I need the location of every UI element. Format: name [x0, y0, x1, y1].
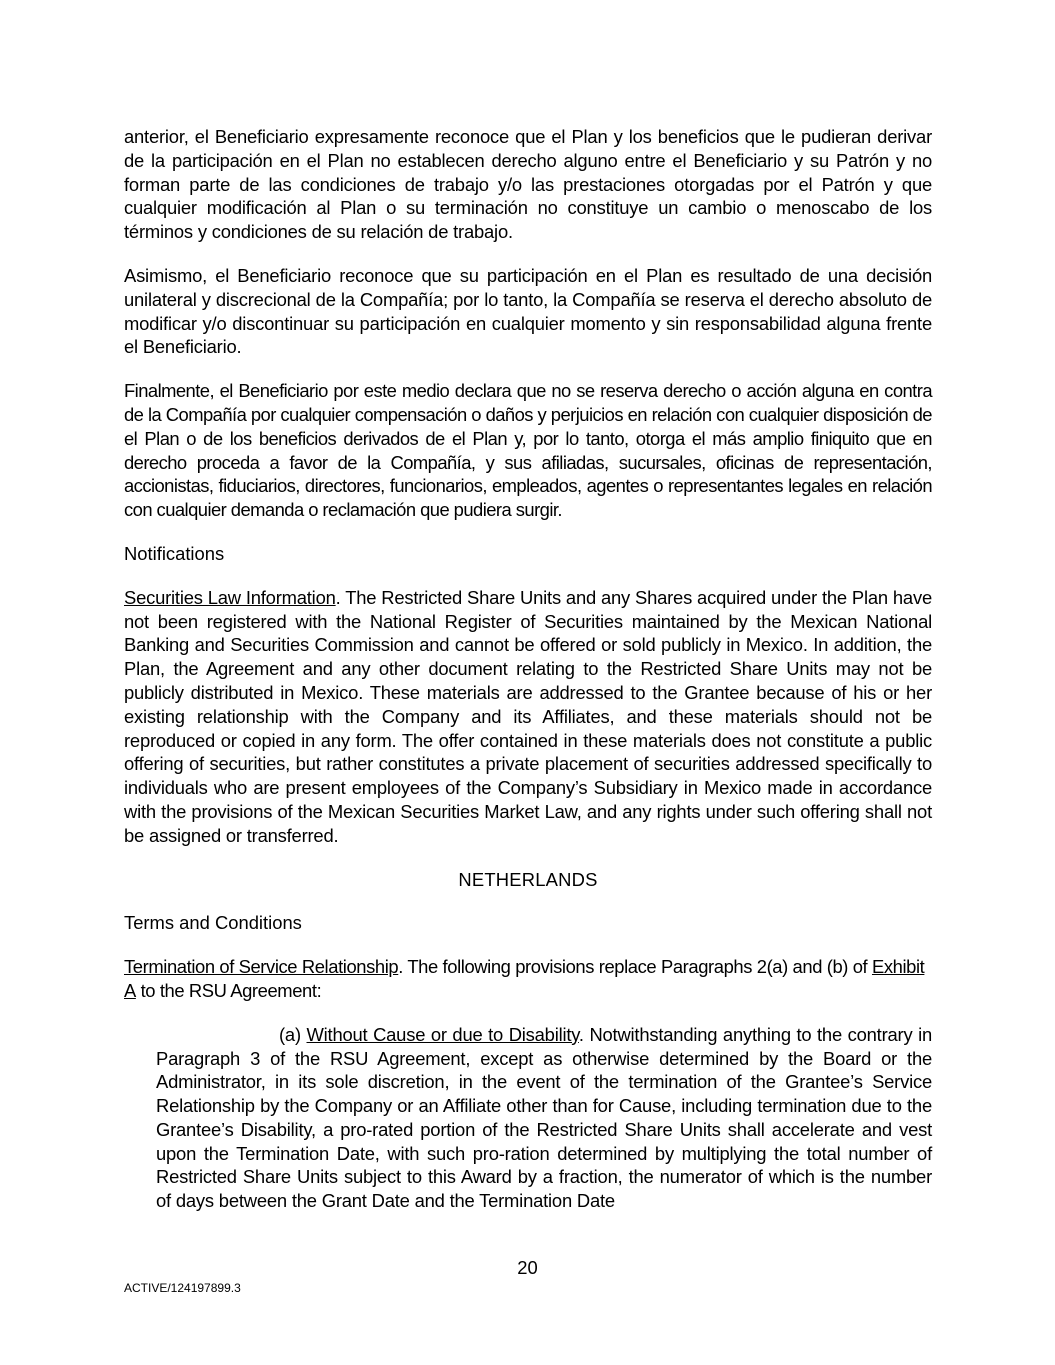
document-body [124, 125, 932, 1213]
securities-law-title: Securities Law Information [124, 586, 336, 608]
subparagraph-a-label: (a) [279, 1023, 307, 1045]
netherlands-heading: NETHERLANDS [458, 868, 598, 890]
termination-text-1: . The following provisions replace Paragraphs 2(a) and (b) of [398, 956, 872, 978]
termination-text-2: to the RSU Agreement: [135, 979, 322, 1001]
spanish-paragraph-2: Asimismo, el Beneficiario reconoce que su participación en el Plan es resultado de una decisión unilateral y discrecional de la Compañía; por lo tanto, la Compañía se reserva el derecho absoluto de modificar y/o discontinuar su participación en cualquier momento y sin responsabilidad alguna frente el Beneficiario. [124, 264, 932, 358]
termination-title: Termination of Service Relationship [124, 956, 399, 978]
notifications-heading: Notifications [124, 542, 225, 564]
terms-conditions-heading: Terms and Conditions [124, 912, 302, 934]
spanish-paragraph-3: Finalmente, el Beneficiario por este medio declara que no se reserva derecho o acción alguna en contra de la Compañía por cualquier compensación o daños y perjuicios en relación con cualquier disposición de el Plan o de los beneficios derivados de el Plan y, por lo tanto, otorga el más amplio finiquito que en derecho proceda a favor de la Compañía, y sus afiliadas, sucursales, oficinas de representación, accionistas, fiduciarios, directores, funcionarios, empleados, agentes o representantes legales en relación con cualquier demanda o reclamación que pudiera surgir. [124, 380, 932, 521]
page-number: 20 [517, 1257, 538, 1278]
subparagraph-a-title: Without Cause or due to Disability [306, 1023, 579, 1045]
exhibit-a-reference: Exhibit A [124, 956, 925, 1001]
document-id: ACTIVE/124197899.3 [124, 1281, 241, 1295]
termination-paragraph [124, 955, 932, 1003]
spanish-paragraph-1: anterior, el Beneficiario expresamente reconoce que el Plan y los beneficios que le pudieran derivar de la participación en el Plan no establecen derecho alguno entre el Beneficiario y su Patrón y no forman parte de las condiciones de trabajo y/o las prestaciones otorgadas por el Patrón y que cualquier modificación al Plan o su terminación no constituye un cambio o menoscabo de los términos y condiciones de su relación de trabajo. [124, 126, 932, 243]
subparagraph-a-text: . Notwithstanding anything to the contrary in Paragraph 3 of the RSU Agreement, except as otherwise determined by the Board or the Administrator, in its sole discretion, in the event of the termination of the Grantee’s Service Relationship by the Company or an Affiliate other than for Cause, including termination due to the Grantee’s Disability, a pro-rated portion of the Restricted Share Units shall accelerate and vest upon the Termination Date, with such pro-ration determined by multiplying the total number of Restricted Share Units subject to this Award by a fraction, the numerator of which is the number of days between the Grant Date and the Termination Date [156, 1023, 932, 1212]
subparagraph-a [156, 1023, 932, 1213]
securities-law-paragraph [124, 586, 932, 848]
securities-law-text: . The Restricted Share Units and any Shares acquired under the Plan have not been registered with the National Register of Securities maintained by the Mexican National Banking and Securities Commission and cannot be offered or sold publicly in Mexico. In addition, the Plan, the Agreement and any other document relating to the Restricted Share Units may not be publicly distributed in Mexico. These materials are addressed to the Grantee because of his or her existing relationship with the Company and its Affiliates, and these materials should not be reproduced or copied in any form. The offer contained in these materials does not constitute a public offering of securities, but rather constitutes a private placement of securities addressed specifically to individuals who are present employees of the Company’s Subsidiary in Mexico made in accordance with the provisions of the Mexican Securities Market Law, and any rights under such offering shall not be assigned or transferred. [124, 586, 932, 846]
